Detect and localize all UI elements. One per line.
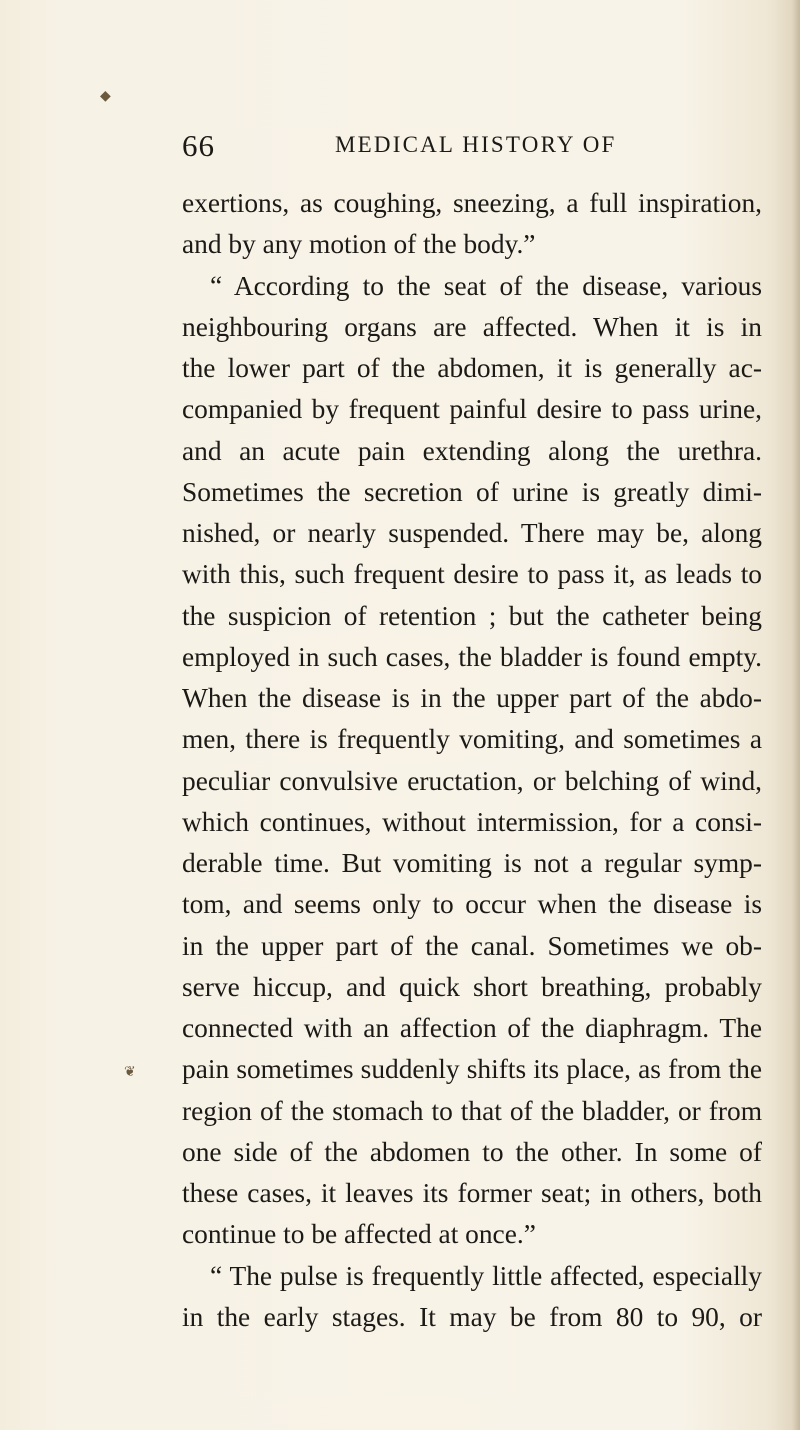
- text-line: “ According to the seat of the disease, various: [210, 270, 762, 301]
- text-line: the lower part of the abdomen, it is generally ac-: [182, 353, 762, 383]
- text-line: the suspicion of retention ; but the catheter being: [182, 600, 762, 631]
- text-line: and an acute pain extending along the urethra.: [182, 435, 762, 466]
- text-line: and by any motion of the body.”: [182, 229, 536, 260]
- text-line: neighbouring organs are affected. When it is in: [182, 311, 762, 342]
- text-line: these cases, it leaves its former seat; in others, both: [182, 1178, 762, 1208]
- text-line: derable time. But vomiting is not a regular symp-: [182, 848, 762, 878]
- text-line: exertions, as coughing, sneezing, a full inspiration,: [182, 188, 762, 218]
- text-line: nished, or nearly suspended. There may be, along: [182, 518, 762, 548]
- text-line: employed in such cases, the bladder is found empty.: [182, 641, 762, 672]
- text-line: in the early stages. It may be from 80 to 90, or: [182, 1301, 762, 1332]
- text-line: which continues, without intermission, for a consi-: [182, 806, 762, 837]
- body-text: [182, 183, 762, 1338]
- text-line: in the upper part of the canal. Sometimes we ob-: [182, 930, 762, 961]
- text-line: companied by frequent painful desire to pass urine,: [182, 394, 762, 425]
- running-head: MEDICAL HISTORY OF: [335, 132, 617, 157]
- page-edge-shadow: [792, 0, 800, 1430]
- text-line: When the disease is in the upper part of the abdo-: [182, 683, 762, 713]
- text-line: tom, and seems only to occur when the disease is: [182, 889, 762, 920]
- printer-mark: ◆: [100, 89, 111, 104]
- page-header: [0, 128, 800, 168]
- text-line: men, there is frequently vomiting, and sometimes a: [182, 724, 762, 755]
- text-line: region of the stomach to that of the bladder, or from: [182, 1095, 762, 1126]
- text-line: Sometimes the secretion of urine is greatly dimi-: [182, 476, 762, 507]
- printer-ornament: ❦: [124, 1065, 136, 1080]
- text-line: with this, such frequent desire to pass it, as leads to: [182, 559, 762, 590]
- page-number: 66: [182, 128, 215, 163]
- text-line: continue to be affected at once.”: [182, 1219, 536, 1250]
- text-line: one side of the abdomen to the other. In some of: [182, 1136, 762, 1167]
- text-line: peculiar convulsive eructation, or belching of wind,: [182, 765, 762, 796]
- text-line: “ The pulse is frequently little affected, especially: [210, 1260, 762, 1291]
- text-line: connected with an affection of the diaphragm. The: [182, 1013, 762, 1043]
- text-line: serve hiccup, and quick short breathing, probably: [182, 971, 762, 1002]
- text-line: pain sometimes suddenly shifts its place, as from the: [182, 1054, 762, 1085]
